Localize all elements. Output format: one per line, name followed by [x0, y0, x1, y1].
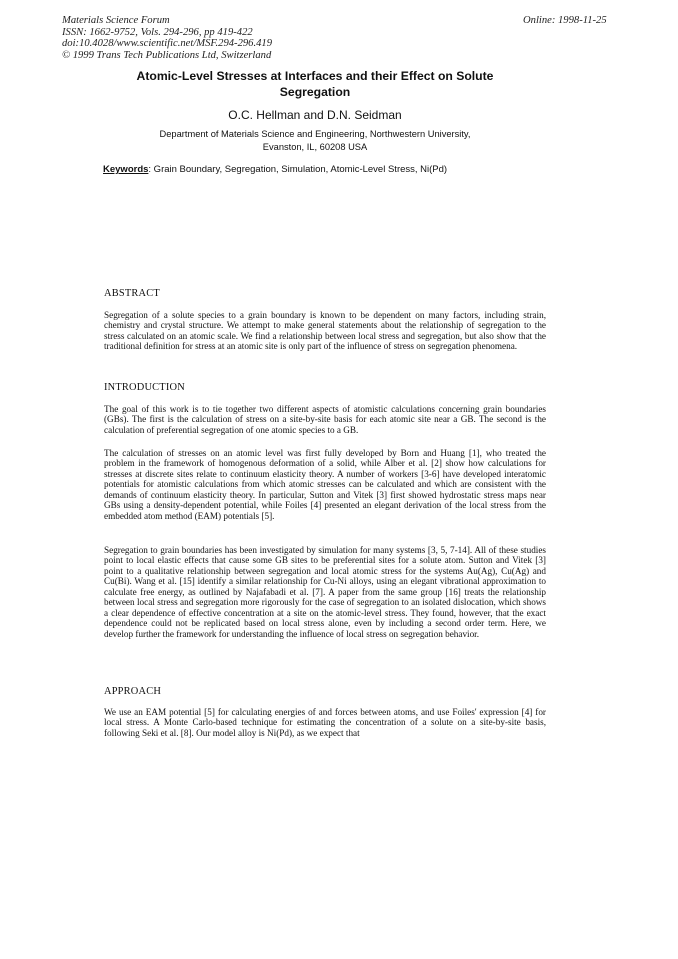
- journal-name: Materials Science Forum: [62, 15, 170, 26]
- paper-title: Atomic-Level Stresses at Interfaces and their Effect on Solute Segregation: [136, 69, 494, 99]
- approach-heading: APPROACH: [104, 686, 162, 697]
- introduction-heading: INTRODUCTION: [104, 382, 185, 393]
- paper-authors: O.C. Hellman and D.N. Seidman: [228, 108, 402, 122]
- affiliation-line-2: Evanston, IL, 60208 USA: [262, 141, 368, 152]
- abstract-heading: ABSTRACT: [104, 288, 160, 299]
- approach-paragraph: We use an EAM potential [5] for calculating energies of and forces between atoms, and use Foiles' expression [4] for local stress. A Monte Carlo-based technique for estimating the concentration of a solute on a site-by-site basis, following Seki et al. [8]. Our model alloy is Ni(Pd), as we expect that: [104, 707, 546, 738]
- doi-link[interactable]: doi:10.4028/www.scientific.net/MSF.294-296.419: [62, 38, 272, 49]
- online-date: Online: 1998-11-25: [523, 15, 607, 26]
- introduction-paragraph-1: The goal of this work is to tie together two different aspects of atomistic calculations concerning grain boundaries (GBs). The first is the calculation of stress on a site-by-site basis for each atomic site near a GB. The second is the calculation of preferential segregation of one atomic species to a GB.: [104, 404, 546, 435]
- keywords-line: [103, 163, 543, 176]
- introduction-paragraph-2: The calculation of stresses on an atomic level was first fully developed by Born and Huang [1], who treated the problem in the framework of homogenous deformation of a solid, while Alber et al. [2] show how calculations for stresses at discrete sites relate to continuum elasticity theory. A number of workers [3-6] have developed interatomic potentials for atomistic calculations from which atomic stresses can be calculated and which are consistent with the demands of continuum elasticity theory. In particular, Sutton and Vitek [3] first showed hydrostatic stress maps near GBs using a density-dependent potential, while Foiles [4] presented an elegant derivation of the local stress from the embedded atom method (EAM) potentials [5].: [104, 448, 546, 521]
- abstract-paragraph: Segregation of a solute species to a grain boundary is known to be dependent on many factors, including strain, chemistry and crystal structure. We attempt to make general statements about the relationship of segregation to the stress calculated on an atomic scale. We find a relationship between local stress and segregation, but also show that the traditional definition for stress at an atomic site is only part of the influence of stress on segregation phenomena.: [104, 310, 546, 352]
- copyright-line: © 1999 Trans Tech Publications Ltd, Switzerland: [62, 49, 272, 61]
- introduction-paragraph-3: Segregation to grain boundaries has been investigated by simulation for many systems [3, 5, 7-14]. All of these studies point to local elastic effects that cause some GB sites to be preferential sites for a solute atom. Sutton and Vitek [3] point to a qualitative relationship between segregation and local atomic stress for the systems Au(Ag), Cu(Ag) and Cu(Bi). Wang et al. [15] identify a similar relationship for Cu-Ni alloys, using an elegant vibrational approximation to calculate free energy, as outlined by Najafabadi et al. [7]. A paper from the same group [16] treats the relationship between local stress and segregation more rigorously for the case of segregation to an isolated dislocation, which shows a clear dependence of effective concentration at a site on the atomic-level stress. They found, however, that the exact dependence could not be replicated based on local stress alone, even by including a second order term. Here, we develop further the framework for understanding the influence of local stress on segregation behavior.: [104, 545, 546, 639]
- author-affiliation: [100, 128, 530, 153]
- keywords-list: : Grain Boundary, Segregation, Simulation, Atomic-Level Stress, Ni(Pd): [148, 164, 448, 175]
- affiliation-line-1: Department of Materials Science and Engineering, Northwestern University,: [159, 129, 471, 139]
- keywords-label: Keywords: [103, 164, 149, 175]
- publication-header: [62, 15, 272, 61]
- issn-line: ISSN: 1662-9752, Vols. 294-296, pp 419-422: [62, 26, 253, 38]
